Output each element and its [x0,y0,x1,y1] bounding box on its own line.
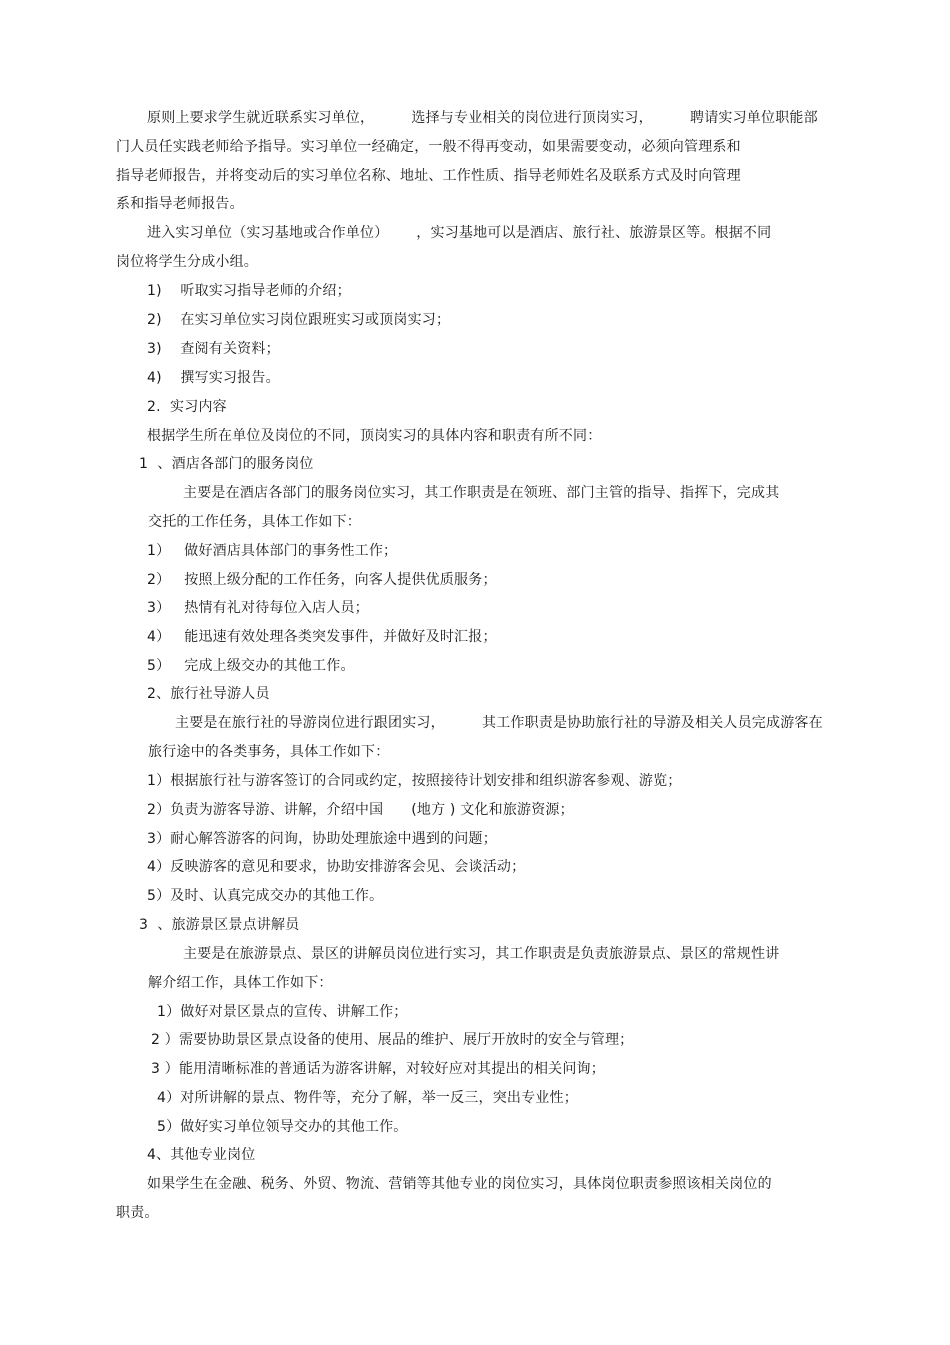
text-line: 3） 热情有礼对待每位入店人员； [147,600,369,616]
text-line: 5）及时、认真完成交办的其他工作。 [147,888,384,904]
text-line: 5） 完成上级交办的其他工作。 [147,658,355,674]
text-line: 交托的工作任务，具体工作如下： [148,514,361,530]
text-line: 门人员任实践老师给予指导。实习单位一经确定，一般不得再变动，如果需要变动，必须向管理系和 [116,139,741,155]
text-line: 主要是在旅行社的导游岗位进行跟团实习， 其工作职责是协助旅行社的导游及相关人员完成游客在 [175,715,823,731]
text-line: 职责。 [116,1205,159,1221]
text-line: 3 ）能用清晰标准的普通话为游客讲解，对较好应对其提出的相关问询； [151,1061,605,1077]
text-line: 3) 查阅有关资料； [147,341,280,357]
text-line: 系和指导老师报告。 [116,196,244,212]
text-line: 主要是在旅游景点、景区的讲解员岗位进行实习，其工作职责是负责旅游景点、景区的常规性讲 [183,946,780,962]
text-line: 主要是在酒店各部门的服务岗位实习，其工作职责是在领班、部门主管的指导、指挥下，完成其 [183,485,780,501]
text-line: 4） 能迅速有效处理各类突发事件，并做好及时汇报； [147,629,497,645]
text-line: 4、其他专业岗位 [147,1147,256,1163]
text-line: 4）反映游客的意见和要求，协助安排游客会见、会谈活动； [147,859,526,875]
text-line: 解介绍工作，具体工作如下： [148,975,333,991]
text-line: 如果学生在金融、税务、外贸、物流、营销等其他专业的岗位实习，具体岗位职责参照该相关岗位的 [147,1176,772,1192]
text-line: 4) 撰写实习报告。 [147,370,280,386]
text-line: 2）负责为游客导游、讲解，介绍中国 (地方 ) 文化和旅游资源； [147,802,574,818]
text-line: 岗位将学生分成小组。 [116,254,258,270]
text-line: 3 、旅游景区景点讲解员 [139,917,300,933]
text-line: 原则上要求学生就近联系实习单位， 选择与专业相关的岗位进行顶岗实习， 聘请实习单位职能部 [147,110,818,126]
text-line: 2） 按照上级分配的工作任务，向客人提供优质服务； [147,572,497,588]
text-line: 2 ）需要协助景区景点设备的使用、展品的维护、展厅开放时的安全与管理； [151,1032,634,1048]
text-line: 进入实习单位（实习基地或合作单位） ，实习基地可以是酒店、旅行社、旅游景区等。根据不同 [147,225,772,241]
text-line: 2、旅行社导游人员 [147,686,270,702]
text-line: 1）做好对景区景点的宣传、讲解工作； [157,1004,408,1020]
text-line: 根据学生所在单位及岗位的不同，顶岗实习的具体内容和职责有所不同： [147,428,602,444]
text-line: 1) 听取实习指导老师的介绍； [147,283,351,299]
text-line: 旅行途中的各类事务，具体工作如下： [148,744,390,760]
text-line: 4）对所讲解的景点、物件等，充分了解，举一反三，突出专业性； [157,1090,578,1106]
text-line: 3）耐心解答游客的问询，协助处理旅途中遇到的问题； [147,831,497,847]
text-line: 指导老师报告，并将变动后的实习单位名称、地址、工作性质、指导老师姓名及联系方式及时向管理 [116,168,741,184]
text-line: 1） 做好酒店具体部门的事务性工作； [147,543,398,559]
text-line: 2) 在实习单位实习岗位跟班实习或顶岗实习； [147,312,451,328]
text-line: 2. 实习内容 [147,399,227,415]
text-line: 1）根据旅行社与游客签订的合同或约定，按照接待计划安排和组织游客参观、游览； [147,773,682,789]
text-line: 5）做好实习单位领导交办的其他工作。 [157,1119,408,1135]
text-line: 1 、酒店各部门的服务岗位 [139,456,314,472]
